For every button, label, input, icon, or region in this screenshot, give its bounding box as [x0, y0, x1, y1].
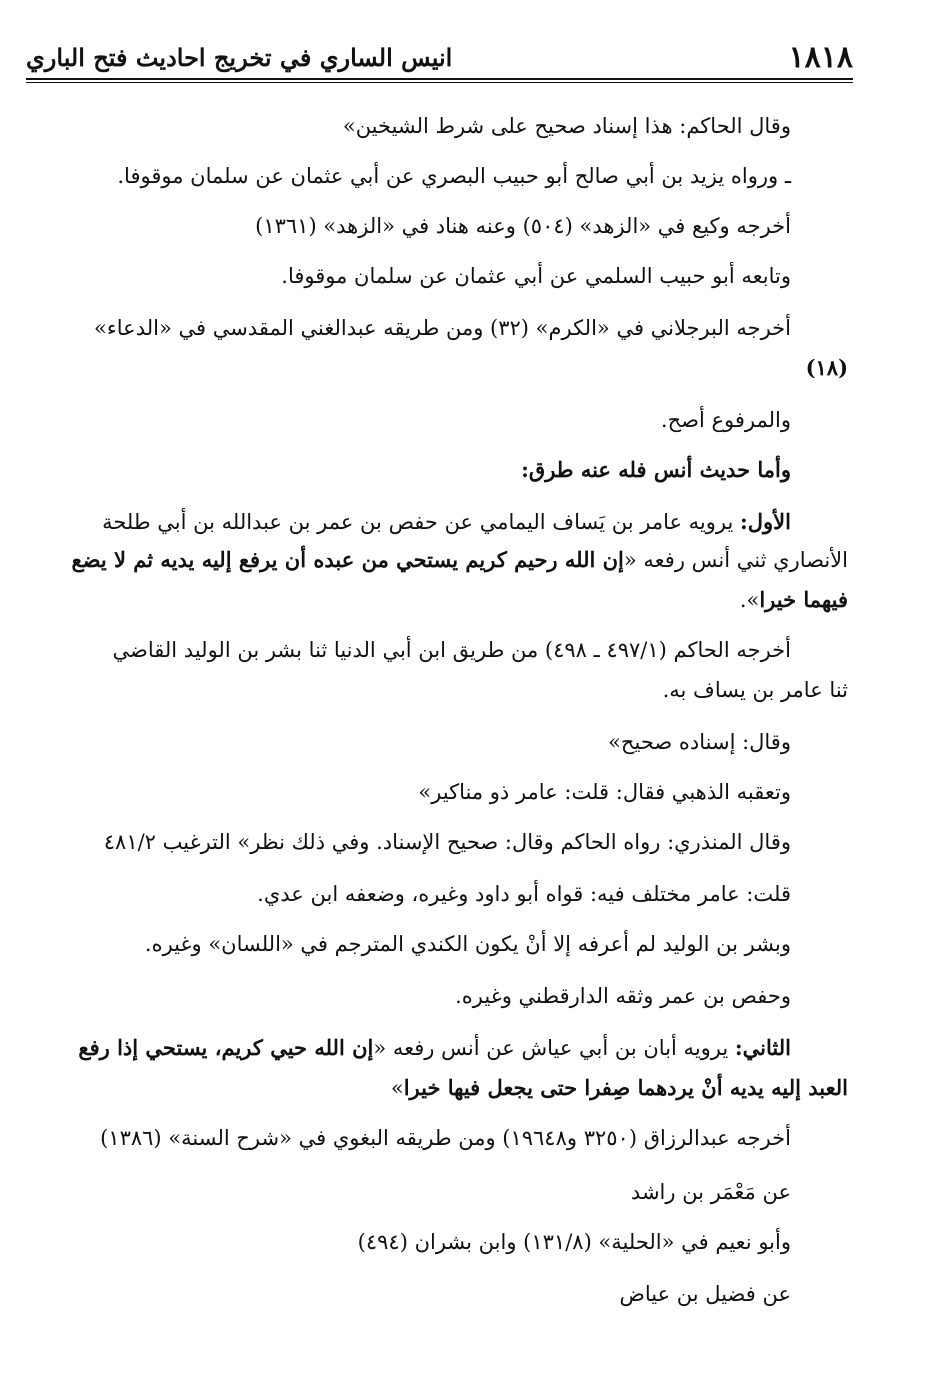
text-line: عن مَعْمَر بن راشد — [630, 1180, 791, 1204]
text-line: الثاني: يرويه أبان بن أبي عياش عن أنس رفعه «إن الله حيي كريم، يستحي إذا رفع — [78, 1035, 791, 1060]
text-line: الأنصاري ثني أنس رفعه «إن الله رحيم كريم يستحي من عبده أن يرفع إليه يديه ثم لا يضع — [71, 547, 848, 572]
text-line: وبشر بن الوليد لم أعرفه إلا أنْ يكون الكندي المترجم في «اللسان» وغيره. — [144, 932, 791, 956]
text-line: قلت: عامر مختلف فيه: قواه أبو داود وغيره، وضعفه ابن عدي. — [257, 882, 791, 906]
text-line: والمرفوع أصح. — [660, 408, 791, 432]
text-line: فيهما خيرا». — [739, 587, 848, 612]
text-line: الأول: يرويه عامر بن يَساف اليمامي عن حفص بن عمر بن عبدالله بن أبي طلحة — [102, 509, 791, 534]
text-line: وقال الحاكم: هذا إسناد صحيح على شرط الشيخين» — [342, 114, 791, 138]
text-line: وأبو نعيم في «الحلية» (١٣١/٨) وابن بشران (٤٩٤) — [357, 1230, 791, 1254]
section-heading: وأما حديث أنس فله عنه طرق: — [521, 457, 791, 482]
text-line: أخرجه وكيع في «الزهد» (٥٠٤) وعنه هناد في «الزهد» (١٣٦١) — [255, 214, 791, 238]
text-line: العبد إليه يديه أنْ يردهما صِفرا حتى يجعل فيها خيرا» — [390, 1075, 848, 1100]
text-line: (١٨) — [805, 355, 848, 380]
page-number: ١٨١٨ — [788, 40, 853, 75]
header-rule — [26, 82, 853, 83]
text-line: ثنا عامر بن يساف به. — [662, 678, 848, 702]
text-line: وقال: إسناده صحيح» — [608, 730, 791, 754]
text-line: أخرجه عبدالرزاق (٣٢٥٠ و١٩٦٤٨) ومن طريقه البغوي في «شرح السنة» (١٣٨٦) — [100, 1126, 791, 1150]
text-line: أخرجه الحاكم (٤٩٧/١ ـ ٤٩٨) من طريق ابن أبي الدنيا ثنا بشر بن الوليد القاضي — [112, 638, 791, 662]
text-line: وقال المنذري: رواه الحاكم وقال: صحيح الإسناد. وفي ذلك نظر» الترغيب ٤٨١/٢ — [103, 830, 791, 854]
running-title: انيس الساري في تخريج احاديث فتح الباري — [26, 43, 453, 72]
page-header — [26, 38, 853, 80]
text-line: وحفص بن عمر وثقه الدارقطني وغيره. — [455, 984, 791, 1008]
text-line: وتعقبه الذهبي فقال: قلت: عامر ذو مناكير» — [418, 780, 791, 804]
text-line: عن فضيل بن عياض — [619, 1282, 791, 1306]
text-line: وتابعه أبو حبيب السلمي عن أبي عثمان عن سلمان موقوفا. — [281, 264, 791, 288]
text-line: أخرجه البرجلاني في «الكرم» (٣٢) ومن طريقه عبدالغني المقدسي في «الدعاء» — [94, 316, 791, 340]
text-line: ـ ورواه يزيد بن أبي صالح أبو حبيب البصري عن أبي عثمان عن سلمان موقوفا. — [117, 164, 791, 188]
